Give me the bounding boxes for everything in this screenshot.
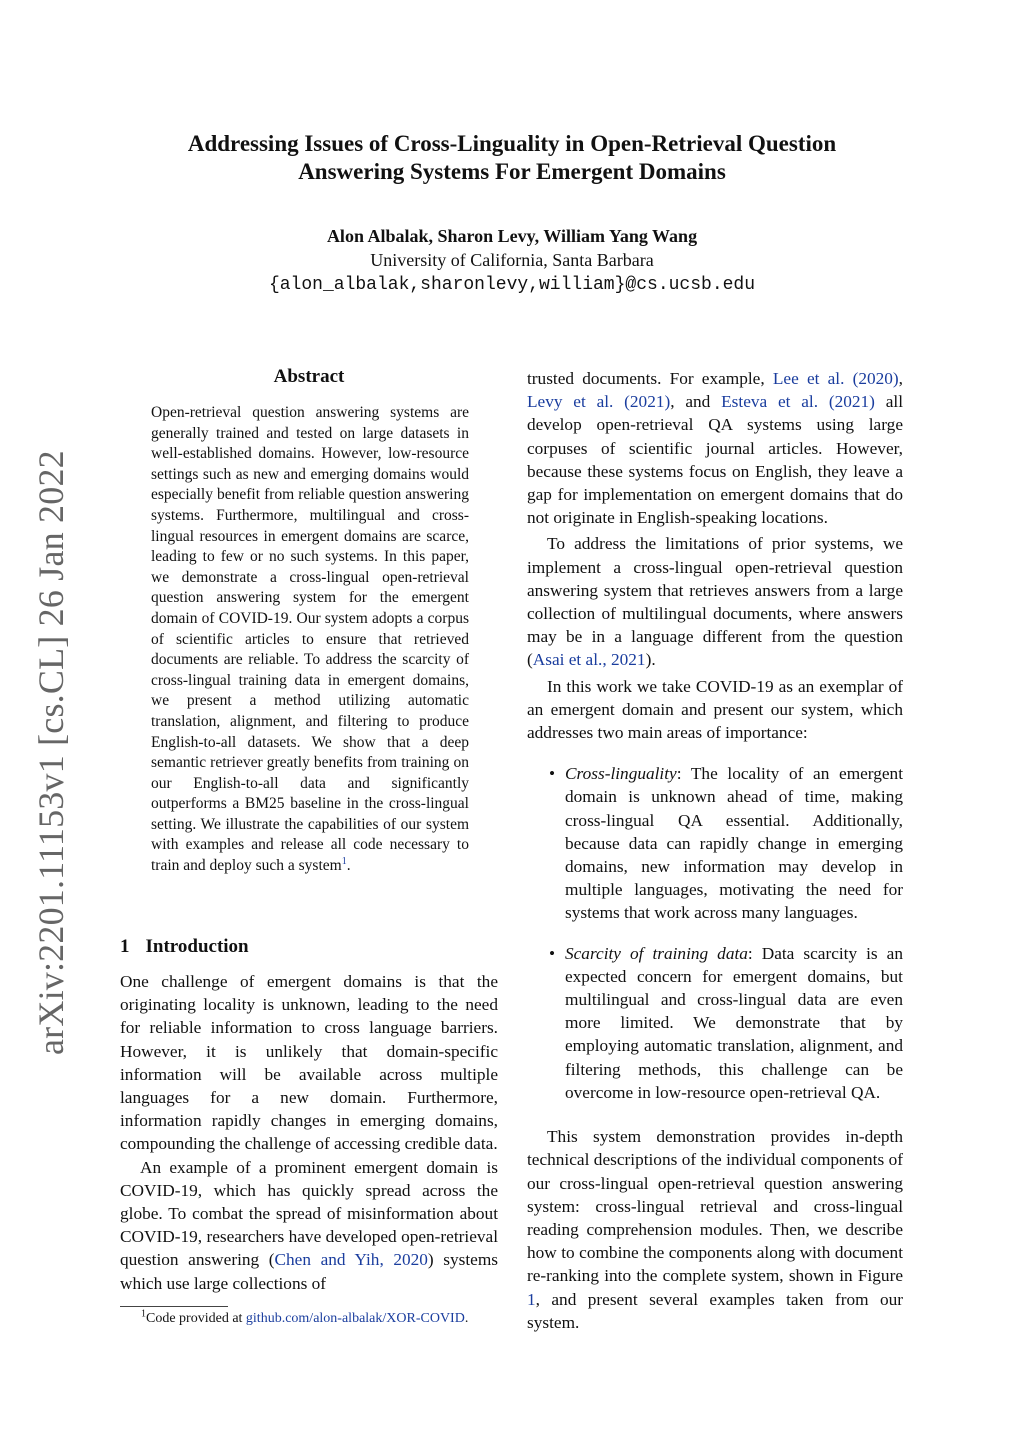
bullet-text: : The locality of an emergent domain is unknown ahead of time, making cross-lingual QA essential. Additionally, because data can rapidly change in emerging domains, new information may develop in multiple languages, motivating the need for systems that work across many languages. — [565, 764, 903, 923]
bullet-list — [527, 762, 903, 1104]
title-line-2: Answering Systems For Emergent Domains — [298, 159, 726, 184]
right-paragraph-4 — [527, 1125, 903, 1334]
bullet-term: Cross-linguality — [565, 764, 677, 784]
right-p2-text-a: To address the limitations of prior systems, we implement a cross-lingual open-retrieval question answering system that retrieves answers from a large collection of multilingual documents, where answers may be in a language different from the question ( — [527, 534, 903, 670]
right-p2-text-b: ). — [645, 650, 656, 670]
intro-paragraph-1: One challenge of emergent domains is that the originating locality is unknown, leading to the need for reliable information to cross language barriers. However, it is unlikely that domain-specific information will be available across multiple languages for a new domain. Furthermore, information rapidly changes in emerging domains, compounding the challenge of accessing credible data. — [120, 972, 498, 1154]
section-title: Introduction — [145, 936, 249, 957]
title-line-1: Addressing Issues of Cross-Linguality in Open-Retrieval Question — [187, 131, 837, 156]
abstract-heading: Abstract — [273, 366, 345, 387]
right-p4-text-b: , and present several examples taken from our system. — [527, 1289, 903, 1332]
section-number: 1 — [120, 936, 130, 957]
footnote-link[interactable]: github.com/alon-albalak/XOR-COVID — [245, 1311, 465, 1326]
footnote-text: Code provided at — [146, 1311, 246, 1326]
affiliation: University of California, Santa Barbara — [370, 250, 654, 270]
right-p1-sep-2: , and — [670, 392, 722, 412]
paper-title — [0, 130, 1024, 186]
intro-p2-text-b: ) systems which use large collections of — [120, 1250, 498, 1293]
footnote-end: . — [464, 1311, 469, 1326]
left-column-body — [120, 970, 498, 1295]
arxiv-stamp: arXiv:2201.11153v1 [cs.CL] 26 Jan 2022 — [31, 450, 71, 1055]
right-p1-text-a: trusted documents. For example, — [527, 369, 773, 388]
author-emails: {alon_albalak,sharonlevy,william}@cs.ucsb.edu — [268, 275, 756, 295]
bullet-scarcity — [527, 942, 903, 1104]
right-paragraph-1 — [527, 367, 903, 529]
intro-p2-text-a: An example of a prominent emergent domain is COVID-19, which has quickly spread across the globe. To combat the spread of misinformation about COVID-19, researchers have developed open-retrieval question answering ( — [120, 1157, 498, 1270]
section-heading-introduction — [120, 936, 249, 958]
abstract-body — [151, 403, 469, 877]
right-paragraph-2 — [527, 532, 903, 671]
bullet-text: : Data scarcity is an expected concern for emergent domains, but multilingual and cross-lingual data are even more limited. We demonstrate that by employing automatic translation, alignment, and filtering methods, this challenge can be overcome in low-resource open-retrieval QA. — [565, 943, 903, 1102]
footnote-ref-1[interactable]: 1 — [341, 855, 347, 867]
right-column-body — [527, 367, 903, 1334]
right-paragraph-3: In this work we take COVID-19 as an exemplar of an emergent domain and present our system, which addresses two main areas of importance: — [527, 676, 903, 743]
bullet-cross-linguality — [527, 762, 903, 924]
footnote — [120, 1310, 500, 1328]
citation-chen-yih[interactable]: Chen and Yih, 2020 — [274, 1250, 428, 1270]
citation-levy[interactable]: Levy et al. (2021) — [527, 392, 671, 412]
intro-paragraph-2 — [120, 1156, 498, 1295]
abstract-text: Open-retrieval question answering systems are generally trained and tested on large datasets in well-established domains. However, low-resource settings such as new and emerging domains would especially benefit from reliable question answering systems. Furthermore, multilingual and cross-lingual resources in emergent domains are scarce, leading to few or no such systems. In this paper, we demonstrate a cross-lingual open-retrieval question answering system for the emergent domain of COVID-19. Our system adopts a corpus of scientific articles to ensure that retrieved documents are reliable. To address the scarcity of cross-lingual training data in emergent domains, we present a method utilizing automatic translation, alignment, and filtering to produce English-to-all datasets. We show that a deep semantic retriever greatly benefits from training on our English-to-all data and significantly outperforms a BM25 baseline in the cross-lingual setting. We illustrate the capabilities of our system with examples and release all code necessary to train and deploy such a system — [151, 404, 469, 875]
right-p4-text-a: This system demonstration provides in-depth technical descriptions of the individual components of our cross-lingual open-retrieval question answering system: cross-lingual retrieval and cross-lingual reading comprehension modules. Then, we describe how to combine the components along with document re-ranking into the complete system, shown in Figure — [527, 1127, 903, 1286]
footnote-divider — [120, 1306, 228, 1307]
citation-asai[interactable]: Asai et al., 2021 — [532, 650, 646, 670]
citation-lee[interactable]: Lee et al. (2020) — [772, 369, 899, 388]
citation-esteva[interactable]: Esteva et al. (2021) — [721, 392, 875, 412]
right-p1-text-b: all develop open-retrieval QA systems using large corpuses of scientific journal articles. However, because these systems focus on English, they leave a gap for implementation on emergent domains that do not originate in English-speaking locations. — [527, 392, 903, 528]
footnote-mark: 1 — [141, 1308, 146, 1320]
bullet-term: Scarcity of training data — [565, 943, 748, 963]
figure-ref-1[interactable]: 1 — [527, 1289, 536, 1309]
abstract-end: . — [346, 857, 351, 875]
right-p1-sep-1: , — [898, 369, 903, 388]
author-list: Alon Albalak, Sharon Levy, William Yang Wang — [326, 226, 698, 246]
